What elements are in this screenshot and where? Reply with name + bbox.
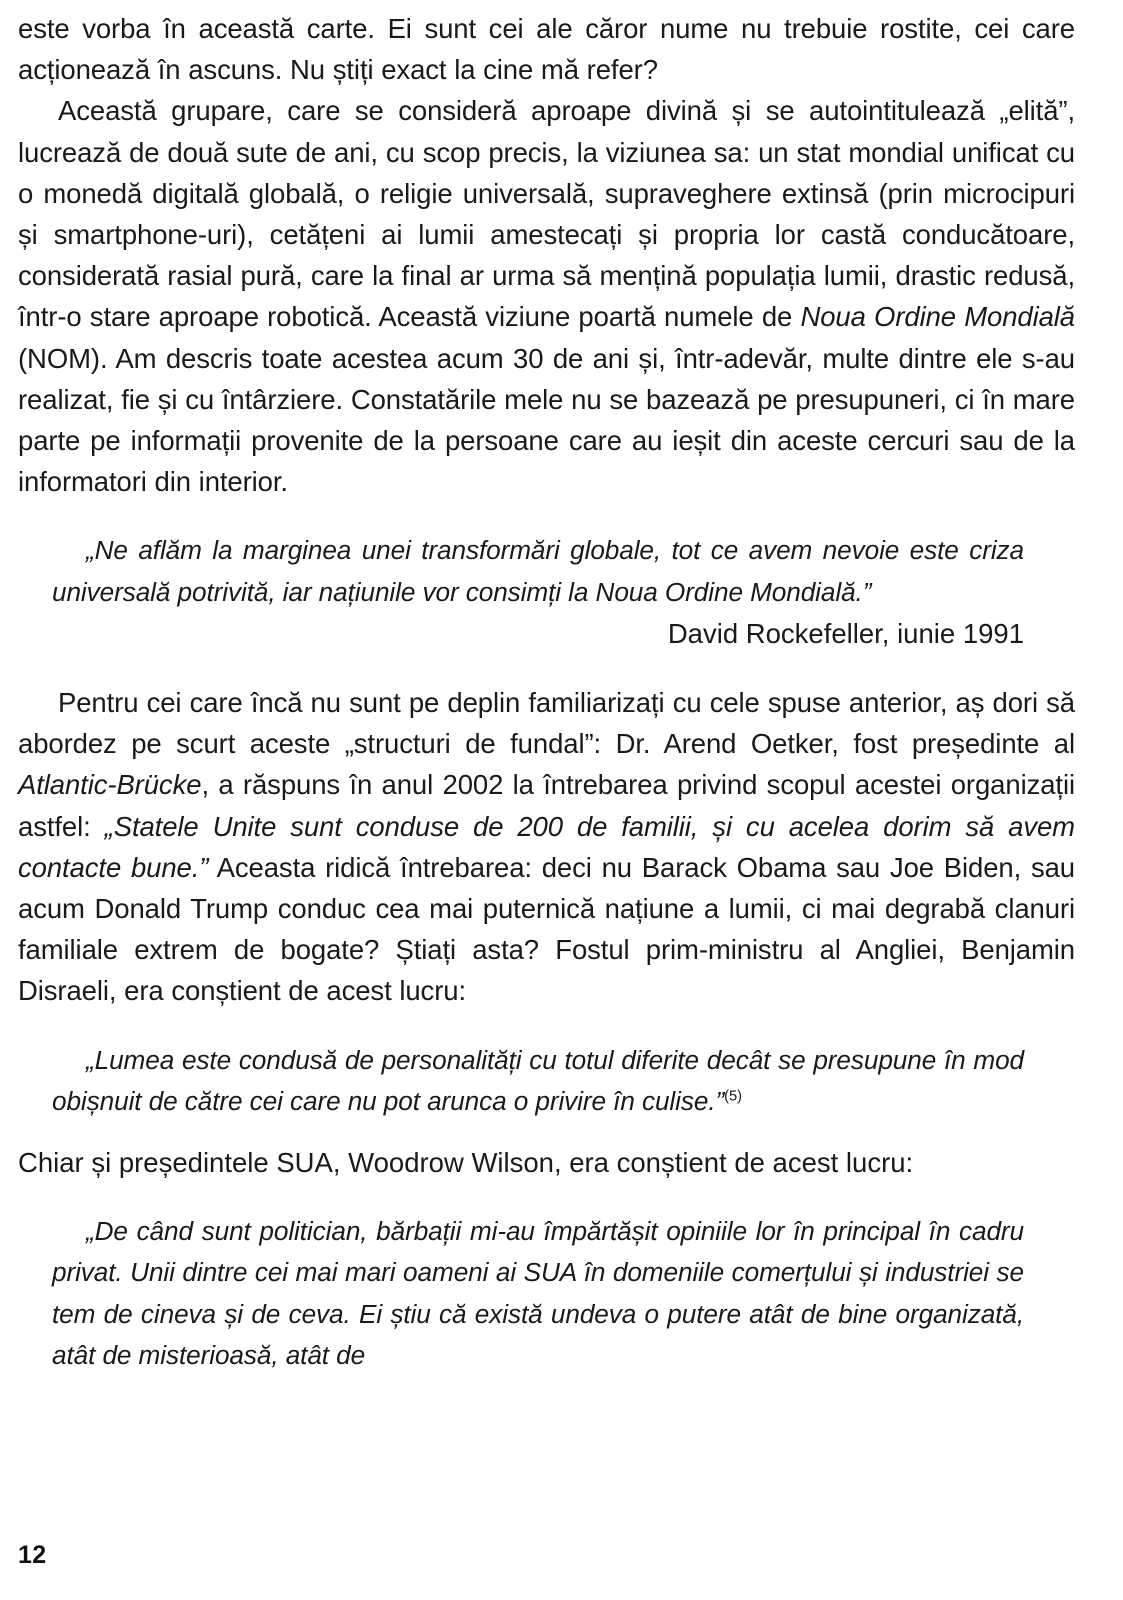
page-number: 12: [18, 1541, 47, 1569]
paragraph-continued: este vorba în această carte. Ei sunt cei ale căror nume nu trebuie rostite, cei care acționează în ascuns. Nu știți exact la cine mă refer?: [18, 13, 1075, 86]
paragraph-elite-part1: Această grupare, care se consideră aproape divină și se autointitulează „elită”, lucrează de două sute de ani, cu scop precis, la viziunea sa: un stat mondial unificat cu o monedă digitală globală, o religie universală, supraveghere extinsă (prin microcipuri și smartphone-uri), cetățeni ai lumii amestecați și propria lor castă conducătoare, considerată rasial pură, care la final ar urma să mențină populația lumii, drastic redusă, într-o stare aproape robotică. Această viziune poartă numele de: [18, 95, 1075, 333]
blockquote-disraeli-text: „Lumea este condusă de personalități cu totul diferite decât se presupune în mod obișnuit de către cei care nu pot arunca o privire în culise.”: [52, 1044, 1024, 1116]
leadin-wilson: Chiar și președintele SUA, Woodrow Wilson, era conștient de acest lucru:: [18, 1147, 914, 1179]
footnote-marker-5[interactable]: (5): [724, 1088, 743, 1105]
spacer-after-rockefeller-attribution: [18, 654, 1075, 682]
spacer-before-rockefeller-quote: [18, 502, 1075, 530]
inline-quote-oetker: „Statele Unite sunt conduse de 200 de familii, și cu acelea dorim să avem contacte bune.”: [18, 810, 1075, 883]
blockquote-wilson: „De când sunt politician, bărbații mi-au împărtășit opiniile lor în principal în cadru privat. Unii dintre cei mai mari oameni ai SUA în domeniile comerțului și industriei se tem de cineva și de ceva. Ei știu că există undeva o putere atât de bine organizată, atât de misterioasă, atât de: [52, 1216, 1024, 1370]
blockquote-rockefeller: „Ne aflăm la marginea unei transformări globale, tot ce avem nevoie este criza universală potrivită, iar națiunile vor consimți la Noua Ordine Mondială.”: [52, 535, 1024, 607]
title-noua-ordine-mondiala: Noua Ordine Mondială: [800, 301, 1076, 333]
paragraph-oetker: [18, 682, 1075, 1012]
paragraph-oetker-part2: , a răspuns în anul 2002 la întrebarea privind scopul acestei organizații astfel:: [18, 769, 1075, 842]
paragraph-elite-part2: (NOM). Am descris toate acestea acum 30 de ani și, într-adevăr, multe dintre ele s-au realizat, fie și cu întârziere. Constatările mele nu se bazează pe presupuneri, ci în mare parte pe informații provenite de la persoane care au ieșit din aceste cercuri sau de la informatori din interior.: [18, 342, 1075, 498]
blockquote-disraeli: [52, 1040, 1024, 1122]
spacer-before-disraeli-quote: [18, 1012, 1075, 1040]
paragraph-oetker-part1: Pentru cei care încă nu sunt pe deplin familiarizați cu cele spuse anterior, aș dori să abordez pe scurt aceste „structuri de fundal”: Dr. Arend Oetker, fost președinte al: [18, 687, 1075, 760]
page-text-column: [18, 8, 1075, 1376]
attribution-rockefeller: David Rockefeller, iunie 1991: [667, 617, 1024, 649]
paragraph-oetker-part3: Aceasta ridică întrebarea: deci nu Barack Obama sau Joe Biden, sau acum Donald Trump conduc cea mai puternică națiune a lumii, ci mai degrabă clanuri familiale extrem de bogate? Știați asta? Fostul prim-ministru al Angliei, Benjamin Disraeli, era conștient de acest lucru:: [18, 851, 1075, 1007]
spacer-before-wilson-leadin: [18, 1122, 1075, 1142]
title-atlantic-bruecke: Atlantic-Brücke: [18, 769, 202, 801]
spacer-before-wilson-quote: [18, 1183, 1075, 1211]
paragraph-elite: [18, 90, 1075, 502]
